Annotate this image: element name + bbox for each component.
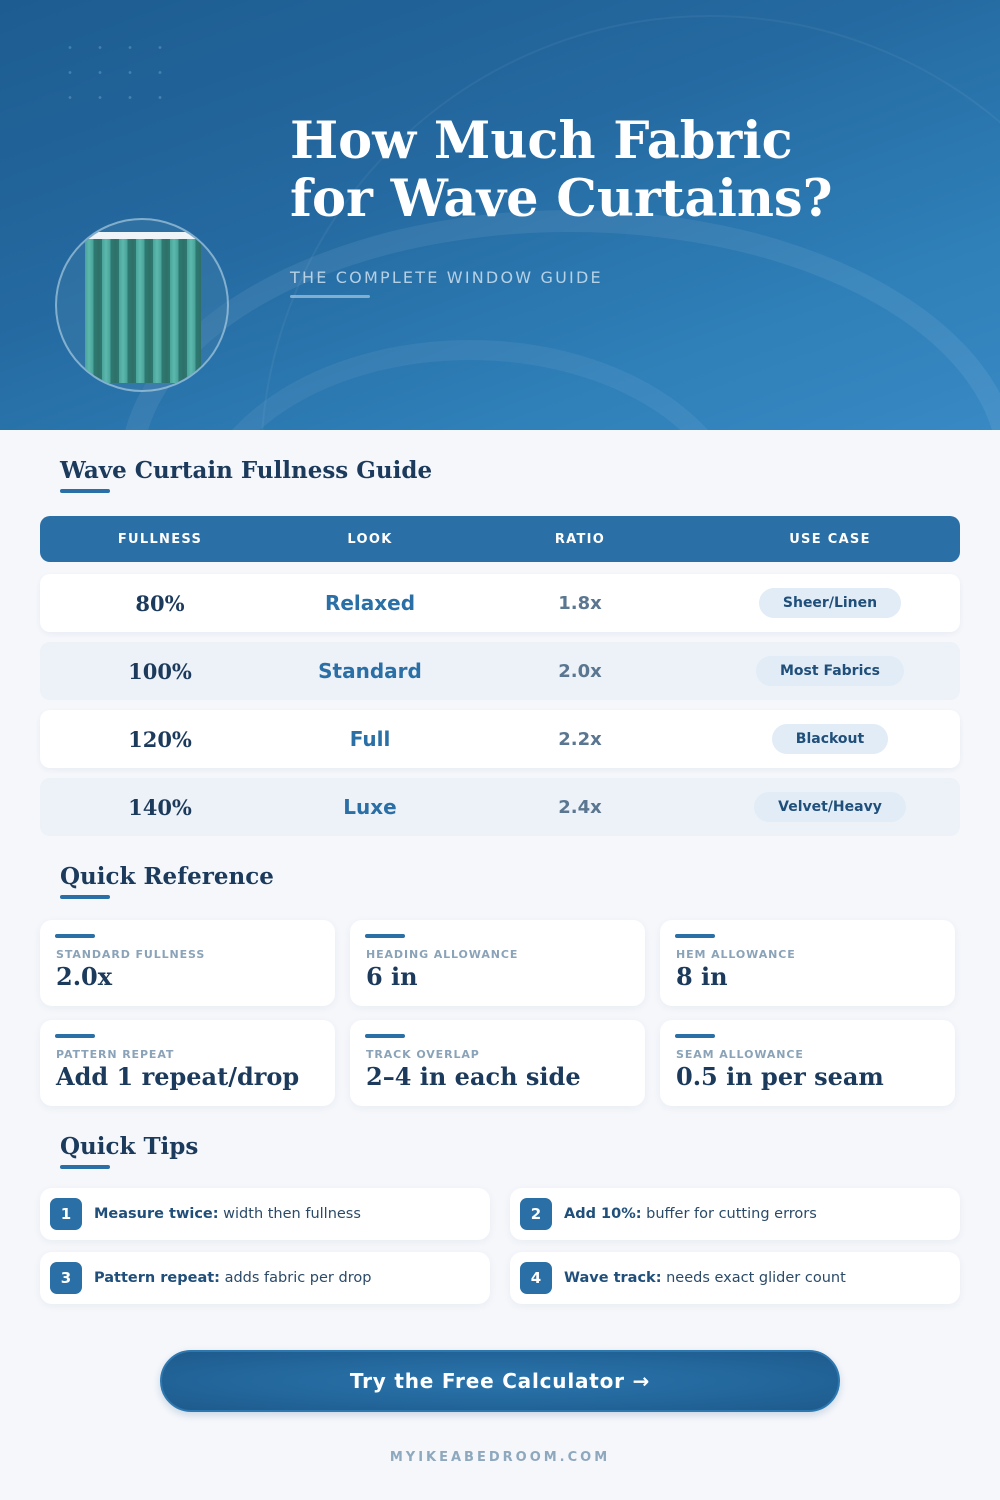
reference-card: [350, 920, 645, 1006]
card-accent-bar: [55, 1034, 95, 1038]
look-cell: Luxe: [343, 795, 397, 819]
tip-text: [564, 1206, 817, 1222]
card-value: 8 in: [676, 962, 728, 991]
ratio-cell: 2.2x: [558, 728, 602, 750]
reference-card: [660, 1020, 955, 1106]
card-accent-bar: [365, 934, 405, 938]
column-header-look: LOOK: [347, 531, 393, 547]
tip-title: Wave track:: [564, 1270, 662, 1286]
tip-number-badge: 4: [520, 1262, 552, 1294]
tip-number-badge: 2: [520, 1198, 552, 1230]
curtain-illustration: [55, 218, 229, 392]
reference-card: [40, 1020, 335, 1106]
page-title: [290, 112, 930, 228]
quick-tips-heading: Quick Tips: [60, 1133, 199, 1160]
tip-item: [40, 1252, 490, 1304]
page-subtitle: THE COMPLETE WINDOW GUIDE: [290, 268, 603, 287]
look-cell: Relaxed: [324, 591, 416, 615]
curtain-track-icon: [85, 232, 201, 239]
ratio-cell: 2.0x: [558, 660, 602, 682]
tip-item: [40, 1188, 490, 1240]
card-label: HEM ALLOWANCE: [676, 948, 796, 961]
card-value: 2–4 in each side: [366, 1062, 581, 1091]
card-label: SEAM ALLOWANCE: [676, 1048, 804, 1061]
look-cell: Full: [349, 727, 391, 751]
column-header-use-case: USE CASE: [789, 531, 871, 547]
card-label: STANDARD FULLNESS: [56, 948, 206, 961]
title-line-1: How Much Fabric: [290, 111, 793, 171]
quick-reference-heading: Quick Reference: [60, 863, 274, 890]
tip-body: adds fabric per drop: [219, 1270, 372, 1286]
card-accent-bar: [675, 1034, 715, 1038]
table-row: [40, 642, 960, 700]
look-cell: Standard: [318, 659, 422, 683]
fullness-cell: 100%: [128, 658, 192, 684]
card-value: 2.0x: [56, 962, 113, 991]
tip-body: buffer for cutting errors: [641, 1206, 817, 1222]
tip-item: [510, 1188, 960, 1240]
use-case-badge: Sheer/Linen: [759, 588, 901, 618]
tip-body: width then fullness: [218, 1206, 361, 1222]
card-value: 6 in: [366, 962, 418, 991]
tip-item: [510, 1252, 960, 1304]
tip-body: needs exact glider count: [661, 1270, 846, 1286]
heading-underline: [60, 1165, 110, 1169]
try-calculator-button[interactable]: Try the Free Calculator →: [160, 1350, 840, 1412]
use-case-badge: Blackout: [772, 724, 888, 754]
heading-underline: [60, 489, 110, 493]
card-label: PATTERN REPEAT: [56, 1048, 175, 1061]
tip-title: Add 10%:: [564, 1206, 642, 1222]
fullness-cell: 80%: [135, 590, 185, 616]
tip-text: [564, 1270, 846, 1286]
card-accent-bar: [55, 934, 95, 938]
card-label: TRACK OVERLAP: [366, 1048, 480, 1061]
tip-number-badge: 1: [50, 1198, 82, 1230]
tip-title: Pattern repeat:: [94, 1270, 220, 1286]
table-row: [40, 778, 960, 836]
tip-title: Measure twice:: [94, 1206, 219, 1222]
title-line-2: for Wave Curtains?: [290, 169, 833, 229]
table-row: [40, 574, 960, 632]
hero-banner: [0, 0, 1000, 430]
tip-number-badge: 3: [50, 1262, 82, 1294]
ratio-cell: 1.8x: [558, 592, 602, 614]
wave-curtain-icon: [85, 239, 201, 383]
tip-text: [94, 1206, 361, 1222]
reference-card: [660, 920, 955, 1006]
table-row: [40, 710, 960, 768]
card-value: 0.5 in per seam: [676, 1062, 884, 1091]
fullness-cell: 120%: [128, 726, 192, 752]
table-header: [40, 516, 960, 562]
fullness-guide-heading: Wave Curtain Fullness Guide: [60, 457, 433, 484]
tip-text: [94, 1270, 371, 1286]
fullness-cell: 140%: [128, 794, 192, 820]
card-accent-bar: [365, 1034, 405, 1038]
footer-site-name: MYIKEABEDROOM.COM: [389, 1450, 611, 1465]
use-case-badge: Most Fabrics: [756, 656, 904, 686]
card-value: Add 1 repeat/drop: [56, 1062, 300, 1091]
dot-pattern-decoration: [55, 35, 175, 115]
column-header-fullness: FULLNESS: [117, 531, 203, 547]
column-header-ratio: RATIO: [554, 531, 606, 547]
ratio-cell: 2.4x: [558, 796, 602, 818]
use-case-badge: Velvet/Heavy: [754, 792, 906, 822]
card-accent-bar: [675, 934, 715, 938]
heading-underline: [60, 895, 110, 899]
reference-card: [350, 1020, 645, 1106]
reference-card: [40, 920, 335, 1006]
card-label: HEADING ALLOWANCE: [366, 948, 519, 961]
subtitle-divider: [290, 295, 370, 298]
